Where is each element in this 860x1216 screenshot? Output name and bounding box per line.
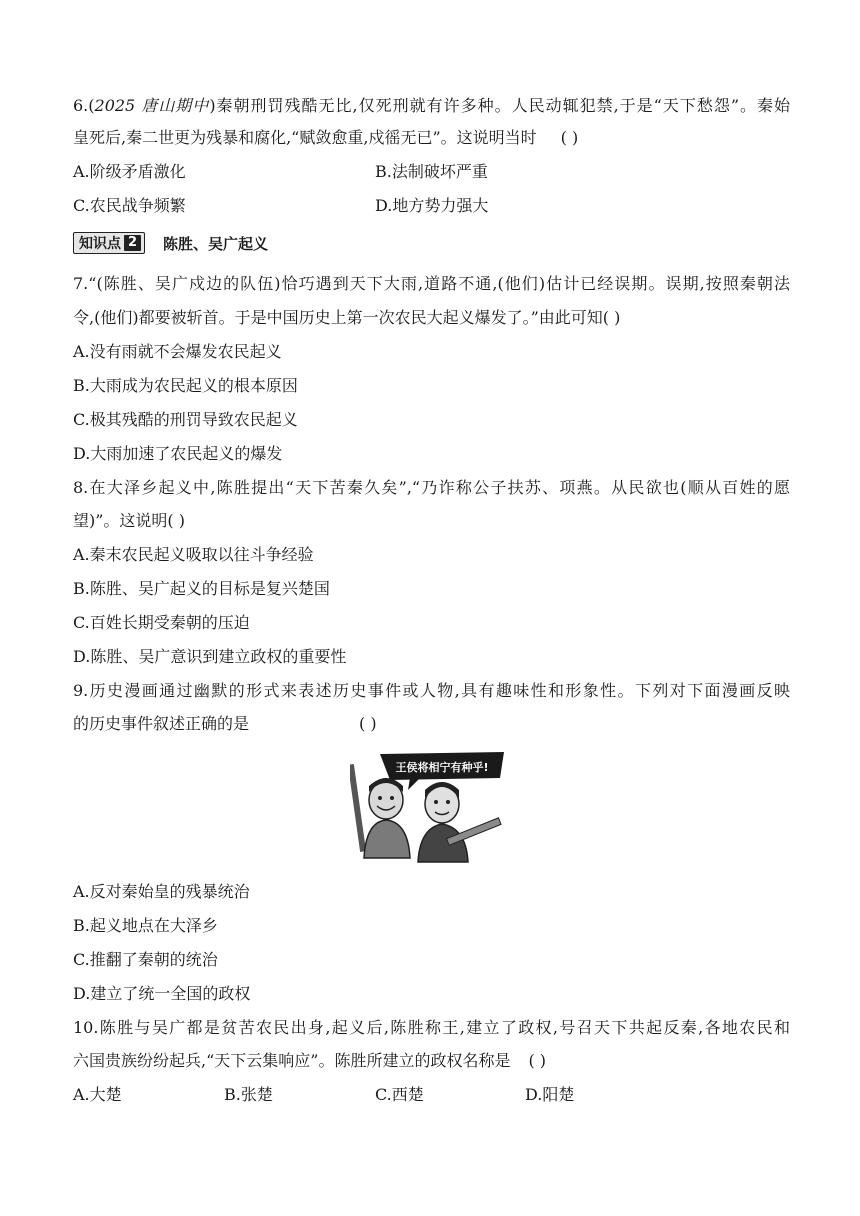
q6-stem-line2: 皇死后,秦二世更为残暴和腐化,“赋敛愈重,戍徭无已”。这说明当时 ( ) [73,128,579,147]
knowledge-point-title: 陈胜、吴广起义 [163,234,269,253]
knowledge-point-badge: 知识点 2 [73,232,145,254]
q6-option-c: C.农民战争频繁 [73,196,186,215]
knowledge-point-header [73,230,268,256]
q8-stem-line2: 望)”。这说明( ) [73,511,185,530]
q6-option-a: A.阶级矛盾激化 [73,162,186,181]
q9-option-a: A.反对秦始皇的残暴统治 [73,882,250,901]
q9-answer-bracket: ( ) [359,714,377,733]
q10-answer-bracket: ( ) [528,1051,547,1070]
q10-stem-line1: 10.陈胜与吴广都是贫苦农民出身,起义后,陈胜称王,建立了政权,号召天下共起反秦,各地农民和 [73,1018,790,1037]
q7-stem-line2: 令,(他们)都要被斩首。于是中国历史上第一次农民大起义爆发了。”由此可知( ) [73,308,621,327]
q7-option-a: A.没有雨就不会爆发农民起义 [73,342,282,361]
q10-option-d: D.阳楚 [525,1085,575,1104]
q10-option-a: A.大楚 [73,1085,122,1104]
q6-answer-bracket: ( ) [560,128,579,147]
comic-speech-caption: 王侯将相宁有种乎! [395,761,489,774]
q7-option-b: B.大雨成为农民起义的根本原因 [73,376,298,395]
q7-option-d: D.大雨加速了农民起义的爆发 [73,444,283,463]
q7-stem-line1: 7.“(陈胜、吴广戍边的队伍)恰巧遇到天下大雨,道路不通,(他们)估计已经误期。误期,按照秦朝法 [73,274,790,293]
q6-stem-line1: 6.(2025 唐山期中)秦朝刑罚残酷无比,仅死刑就有许多种。人民动辄犯禁,于是“天下愁怨”。秦始 [73,96,790,115]
q7-option-c: C.极其残酷的刑罚导致农民起义 [73,410,298,429]
q8-option-a: A.秦末农民起义吸取以往斗争经验 [73,545,314,564]
q9-option-b: B.起义地点在大泽乡 [73,916,218,935]
q6-source: 2025 唐山期中 [94,96,210,115]
q6-option-d: D.地方势力强大 [375,196,489,215]
q6-option-b: B.法制破坏严重 [375,162,488,181]
q8-option-d: D.陈胜、吴广意识到建立政权的重要性 [73,647,347,666]
q10-option-b: B.张楚 [224,1085,273,1104]
q8-stem-line1: 8.在大泽乡起义中,陈胜提出“天下苦秦久矣”,“乃诈称公子扶苏、项燕。从民欲也(顺从百姓的愿 [73,478,790,497]
q8-option-c: C.百姓长期受秦朝的压迫 [73,613,250,632]
q10-option-c: C.西楚 [375,1085,424,1104]
q9-option-c: C.推翻了秦朝的统治 [73,950,218,969]
comic-illustration [350,750,508,865]
q10-stem-line2: 六国贵族纷纷起兵,“天下云集响应”。陈胜所建立的政权名称是 ( ) [73,1051,547,1070]
q9-stem-line1: 9.历史漫画通过幽默的形式来表述历史事件或人物,具有趣味性和形象性。下列对下面漫画反映 [73,681,790,700]
q9-option-d: D.建立了统一全国的政权 [73,984,251,1003]
q8-option-b: B.陈胜、吴广起义的目标是复兴楚国 [73,579,330,598]
q9-stem-line2: 的历史事件叙述正确的是 ( ) [73,714,377,733]
